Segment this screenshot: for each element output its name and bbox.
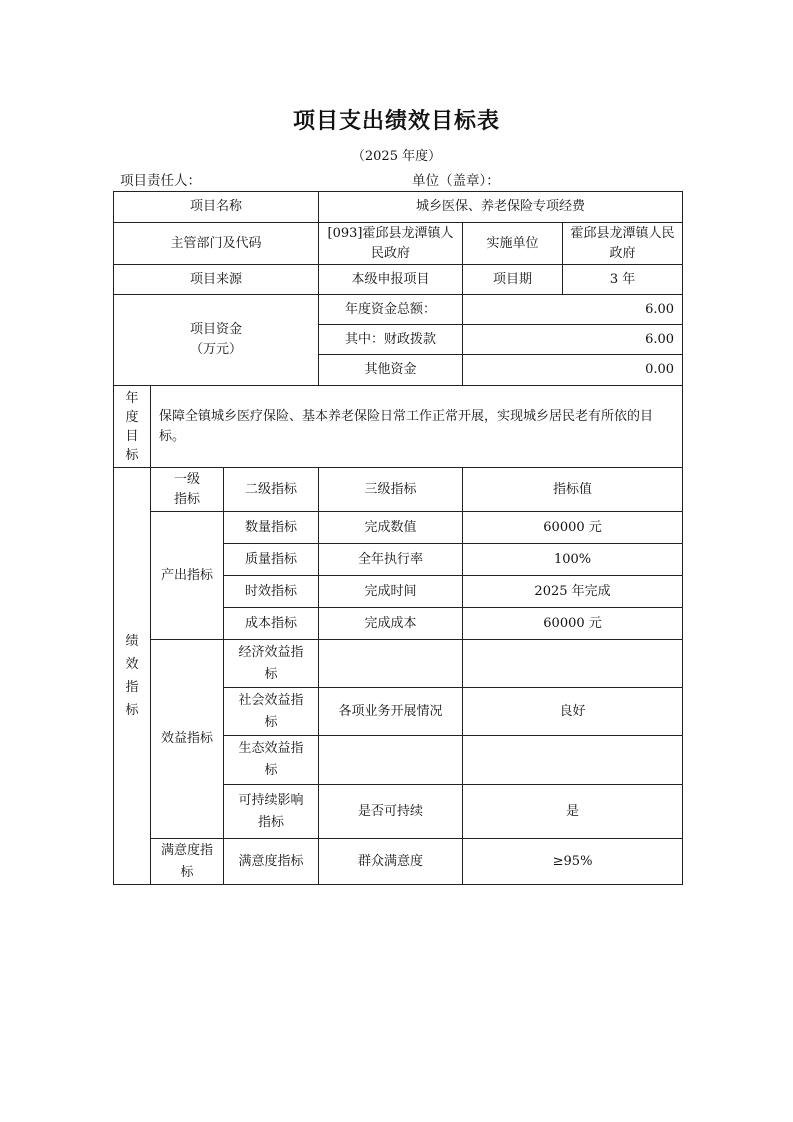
other-funds-value: 0.00 bbox=[463, 355, 683, 386]
level3-header: 三级指标 bbox=[319, 468, 463, 512]
unit-seal-label: 单位（盖章）： bbox=[412, 173, 500, 189]
quantity-indicator-name: 完成数值 bbox=[319, 512, 463, 544]
economic-benefit-label: 经济效益指标 bbox=[224, 640, 319, 688]
value-header: 指标值 bbox=[463, 468, 683, 512]
dept-value: [093]霍邱县龙潭镇人民政府 bbox=[319, 223, 463, 265]
satisfaction-label: 满意度指标 bbox=[151, 839, 224, 885]
quantity-indicator-value: 60000 元 bbox=[463, 512, 683, 544]
time-indicator-value: 2025 年完成 bbox=[463, 576, 683, 608]
ecological-benefit-value bbox=[463, 736, 683, 785]
sustainability-label: 可持续影响指标 bbox=[224, 785, 319, 839]
page-title: 项目支出绩效目标表 bbox=[292, 109, 500, 134]
output-indicator-label: 产出指标 bbox=[151, 512, 224, 640]
ecological-benefit-label: 生态效益指标 bbox=[224, 736, 319, 785]
source-label: 项目来源 bbox=[114, 265, 319, 295]
ecological-benefit-name bbox=[319, 736, 463, 785]
source-value: 本级申报项目 bbox=[319, 265, 463, 295]
quantity-indicator-label: 数量指标 bbox=[224, 512, 319, 544]
performance-table bbox=[113, 191, 683, 885]
level2-header: 二级指标 bbox=[224, 468, 319, 512]
social-benefit-value: 良好 bbox=[463, 688, 683, 736]
cost-indicator-value: 60000 元 bbox=[463, 608, 683, 640]
economic-benefit-value bbox=[463, 640, 683, 688]
level1-header: 一级指标 bbox=[151, 468, 224, 512]
fiscal-funds-value: 6.00 bbox=[463, 325, 683, 355]
time-indicator-label: 时效指标 bbox=[224, 576, 319, 608]
annual-goal-text: 保障全镇城乡医疗保险、基本养老保险日常工作正常开展，实现城乡居民老有所依的目标。 bbox=[151, 386, 683, 468]
responsible-label: 项目责任人： bbox=[120, 173, 201, 189]
social-benefit-label: 社会效益指标 bbox=[224, 688, 319, 736]
cost-indicator-name: 完成成本 bbox=[319, 608, 463, 640]
total-funds-label: 年度资金总额： bbox=[319, 295, 463, 325]
period-label: 项目期 bbox=[463, 265, 563, 295]
quality-indicator-name: 全年执行率 bbox=[319, 544, 463, 576]
satisfaction-sub-label: 满意度指标 bbox=[224, 839, 319, 885]
funds-unit: （万元） bbox=[190, 342, 243, 357]
fiscal-funds-label: 其中：财政拨款 bbox=[319, 325, 463, 355]
funds-label: 项目资金 bbox=[190, 322, 243, 337]
period-value: 3 年 bbox=[563, 265, 683, 295]
year-label: （2025 年度） bbox=[351, 149, 442, 164]
benefit-indicator-label: 效益指标 bbox=[151, 640, 224, 839]
satisfaction-name: 群众满意度 bbox=[319, 839, 463, 885]
quality-indicator-value: 100% bbox=[463, 544, 683, 576]
project-name-label: 项目名称 bbox=[114, 192, 319, 223]
social-benefit-name: 各项业务开展情况 bbox=[319, 688, 463, 736]
quality-indicator-label: 质量指标 bbox=[224, 544, 319, 576]
annual-goal-label: 年度目标 bbox=[114, 386, 151, 468]
total-funds-value: 6.00 bbox=[463, 295, 683, 325]
project-name-value: 城乡医保、养老保险专项经费 bbox=[319, 192, 683, 223]
sustainability-value: 是 bbox=[463, 785, 683, 839]
impl-unit-label: 实施单位 bbox=[463, 223, 563, 265]
perf-indicator-label: 绩效指标 bbox=[114, 468, 151, 885]
impl-unit-value: 霍邱县龙潭镇人民政府 bbox=[563, 223, 683, 265]
other-funds-label: 其他资金 bbox=[319, 355, 463, 386]
economic-benefit-name bbox=[319, 640, 463, 688]
satisfaction-value: ≥95% bbox=[463, 839, 683, 885]
funds-label-cell bbox=[114, 295, 319, 386]
time-indicator-name: 完成时间 bbox=[319, 576, 463, 608]
sustainability-name: 是否可持续 bbox=[319, 785, 463, 839]
dept-label: 主管部门及代码 bbox=[114, 223, 319, 265]
cost-indicator-label: 成本指标 bbox=[224, 608, 319, 640]
